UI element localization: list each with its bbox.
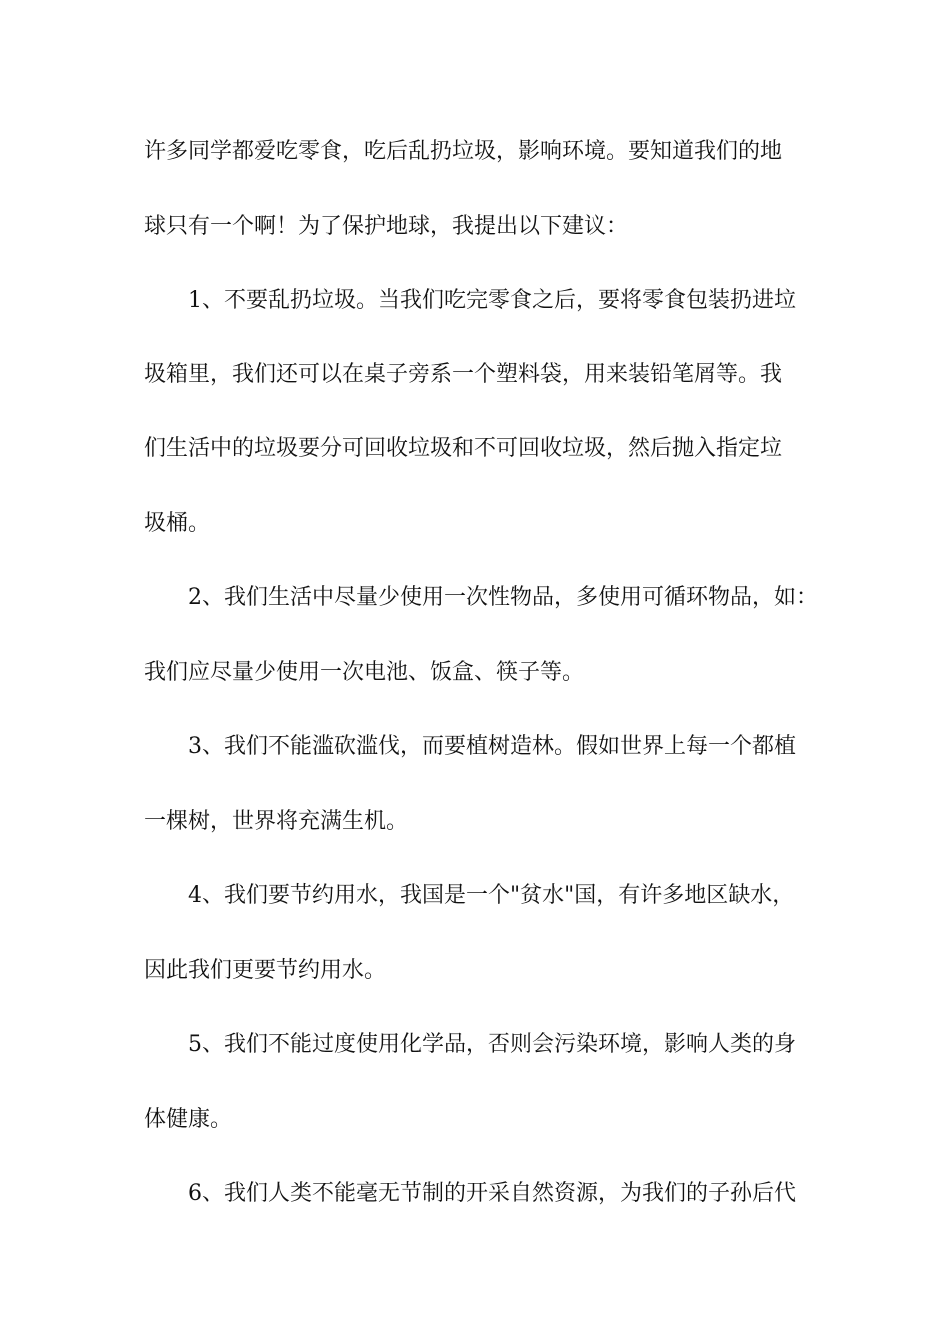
text-line: 5、我们不能过度使用化学品，否则会污染环境，影响人类的身 <box>144 1032 796 1057</box>
text-line: 我们应尽量少使用一次电池、饭盒、筷子等。 <box>144 660 585 685</box>
text-line: 因此我们更要节约用水。 <box>144 958 387 983</box>
text-line: 6、我们人类不能毫无节制的开采自然资源，为我们的子孙后代 <box>144 1181 796 1206</box>
text-line: 一棵树，世界将充满生机。 <box>144 809 409 834</box>
text-line: 圾箱里，我们还可以在桌子旁系一个塑料袋，用来装铅笔屑等。我 <box>144 362 783 387</box>
text-line: 3、我们不能滥砍滥伐，而要植树造林。假如世界上每一个都植 <box>144 734 796 759</box>
text-line: 1、不要乱扔垃圾。当我们吃完零食之后，要将零食包装扔进垃 <box>144 288 796 313</box>
text-line: 圾桶。 <box>144 511 211 536</box>
text-line: 2、我们生活中尽量少使用一次性物品，多使用可循环物品，如： <box>144 585 818 610</box>
text-line: 们生活中的垃圾要分可回收垃圾和不可回收垃圾，然后抛入指定垃 <box>144 436 783 461</box>
text-line: 4、我们要节约用水，我国是一个"贫水"国，有许多地区缺水， <box>144 883 795 908</box>
text-line: 球只有一个啊！为了保护地球，我提出以下建议： <box>144 214 629 239</box>
text-line: 体健康。 <box>144 1107 233 1132</box>
text-line: 许多同学都爱吃零食，吃后乱扔垃圾，影响环境。要知道我们的地 <box>144 139 783 164</box>
